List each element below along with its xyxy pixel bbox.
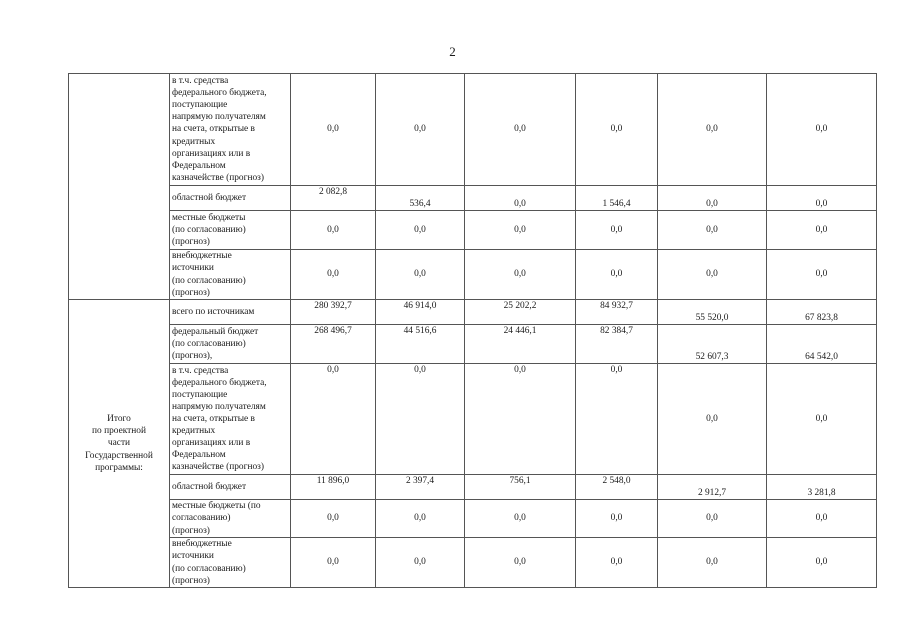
- value-cell: 0,0: [576, 74, 658, 186]
- source-label-line: источники: [172, 263, 214, 274]
- value-cell: 0,0: [767, 186, 877, 211]
- value-cell: 0,0: [658, 364, 767, 475]
- source-label-line: областной бюджет: [172, 192, 247, 203]
- source-label: [170, 475, 291, 500]
- value-cell: 0,0: [376, 74, 465, 186]
- value-cell: 55 520,0: [658, 300, 767, 325]
- source-label-line: Федеральном: [172, 450, 226, 461]
- source-label-line: (прогноз): [172, 237, 210, 248]
- value-cell: 0,0: [291, 500, 376, 538]
- source-label: [170, 538, 291, 588]
- table-row: [69, 186, 877, 211]
- source-label: [170, 325, 291, 364]
- value-cell: 0,0: [767, 74, 877, 186]
- value-cell: 0,0: [576, 538, 658, 588]
- source-label-line: (прогноз),: [172, 351, 213, 362]
- table-row: [69, 300, 877, 325]
- table-row: [69, 250, 877, 300]
- value-cell: 0,0: [465, 211, 576, 250]
- value-cell: 46 914,0: [376, 300, 465, 325]
- source-label-line: на счета, открытые в: [172, 124, 255, 135]
- source-label-line: поступающие: [172, 389, 228, 400]
- value-cell: 0,0: [767, 364, 877, 475]
- value-cell: 0,0: [291, 364, 376, 475]
- source-label-line: источники: [172, 551, 214, 562]
- source-label-line: в т.ч. средства: [172, 365, 229, 376]
- source-label-line: местные бюджеты: [172, 212, 246, 223]
- value-cell: 2 548,0: [576, 475, 658, 500]
- value-cell: 0,0: [376, 500, 465, 538]
- value-cell: 0,0: [658, 186, 767, 211]
- value-cell: 67 823,8: [767, 300, 877, 325]
- source-label-line: кредитных: [172, 426, 216, 437]
- value-cell: 2 397,4: [376, 475, 465, 500]
- source-label-line: (прогноз): [172, 575, 210, 586]
- value-cell: 0,0: [291, 538, 376, 588]
- value-cell: 64 542,0: [767, 325, 877, 364]
- value-cell: 0,0: [576, 250, 658, 300]
- source-label: [170, 250, 291, 300]
- page-number: 2: [449, 44, 456, 59]
- value-cell: 82 384,7: [576, 325, 658, 364]
- value-cell: 0,0: [658, 250, 767, 300]
- value-cell: 0,0: [465, 250, 576, 300]
- table-row: [69, 325, 877, 364]
- source-label-line: (по согласованию): [172, 338, 246, 349]
- value-cell: 25 202,2: [465, 300, 576, 325]
- value-cell: 84 932,7: [576, 300, 658, 325]
- value-cell: 0,0: [767, 538, 877, 588]
- value-cell: 2 912,7: [658, 475, 767, 500]
- source-label-line: федеральный бюджет: [172, 326, 259, 337]
- source-label-line: на счета, открытые в: [172, 413, 255, 424]
- source-label-line: согласованию): [172, 513, 231, 524]
- source-label-line: (прогноз): [172, 287, 210, 298]
- value-cell: 536,4: [376, 186, 465, 211]
- source-label: [170, 364, 291, 475]
- source-label: [170, 300, 291, 325]
- source-label-line: внебюджетные: [172, 251, 232, 262]
- value-cell: 0,0: [576, 364, 658, 475]
- value-cell: 44 516,6: [376, 325, 465, 364]
- table-row: [69, 364, 877, 475]
- source-label-line: напрямую получателям: [172, 112, 266, 123]
- source-label: [170, 211, 291, 250]
- source-label-line: областной бюджет: [172, 481, 247, 492]
- value-cell: 0,0: [465, 74, 576, 186]
- value-cell: 24 446,1: [465, 325, 576, 364]
- value-cell: 0,0: [291, 250, 376, 300]
- value-cell: 280 392,7: [291, 300, 376, 325]
- source-label-line: (по согласованию): [172, 224, 246, 235]
- table-row: [69, 211, 877, 250]
- value-cell: 3 281,8: [767, 475, 877, 500]
- value-cell: 0,0: [767, 500, 877, 538]
- source-label-line: кредитных: [172, 136, 216, 147]
- source-label-line: (по согласованию): [172, 275, 246, 286]
- budget-table: [68, 73, 877, 588]
- value-cell: 0,0: [576, 500, 658, 538]
- source-label-line: в т.ч. средства: [172, 76, 229, 87]
- source-label-line: местные бюджеты (по: [172, 501, 261, 512]
- value-cell: 0,0: [658, 500, 767, 538]
- table-row: [69, 74, 877, 186]
- value-cell: 0,0: [767, 211, 877, 250]
- value-cell: 0,0: [291, 74, 376, 186]
- value-cell: 11 896,0: [291, 475, 376, 500]
- source-label-line: (прогноз): [172, 525, 210, 536]
- value-cell: 0,0: [767, 250, 877, 300]
- source-label-line: казначействе (прогноз): [172, 172, 264, 183]
- value-cell: 1 546,4: [576, 186, 658, 211]
- value-cell: 0,0: [465, 538, 576, 588]
- source-label-line: поступающие: [172, 100, 228, 111]
- table-row: [69, 500, 877, 538]
- source-label-line: (по согласованию): [172, 563, 246, 574]
- source-label-line: Федеральном: [172, 160, 226, 171]
- value-cell: 2 082,8: [291, 186, 376, 211]
- source-label-line: казначействе (прогноз): [172, 462, 264, 473]
- source-label: [170, 74, 291, 186]
- value-cell: 0,0: [465, 500, 576, 538]
- table-row: [69, 475, 877, 500]
- value-cell: 0,0: [658, 211, 767, 250]
- value-cell: 0,0: [376, 250, 465, 300]
- source-label-line: организациях или в: [172, 148, 251, 159]
- source-label-line: федерального бюджета,: [172, 377, 267, 388]
- source-label-line: напрямую получателям: [172, 401, 266, 412]
- source-label-line: федерального бюджета,: [172, 88, 267, 99]
- table-row: [69, 538, 877, 588]
- source-label-line: всего по источникам: [172, 306, 255, 317]
- value-cell: 756,1: [465, 475, 576, 500]
- source-label: [170, 500, 291, 538]
- source-label-line: организациях или в: [172, 438, 251, 449]
- source-label-line: внебюджетные: [172, 539, 232, 550]
- value-cell: 0,0: [376, 538, 465, 588]
- source-label: [170, 186, 291, 211]
- value-cell: 0,0: [465, 186, 576, 211]
- value-cell: 0,0: [465, 364, 576, 475]
- value-cell: 0,0: [376, 211, 465, 250]
- group-label: Итого по проектной части Государственной программы:: [69, 300, 170, 588]
- value-cell: 268 496,7: [291, 325, 376, 364]
- value-cell: 0,0: [658, 538, 767, 588]
- value-cell: 0,0: [576, 211, 658, 250]
- value-cell: 52 607,3: [658, 325, 767, 364]
- value-cell: 0,0: [291, 211, 376, 250]
- group-label-empty: [69, 74, 170, 300]
- value-cell: 0,0: [658, 74, 767, 186]
- value-cell: 0,0: [376, 364, 465, 475]
